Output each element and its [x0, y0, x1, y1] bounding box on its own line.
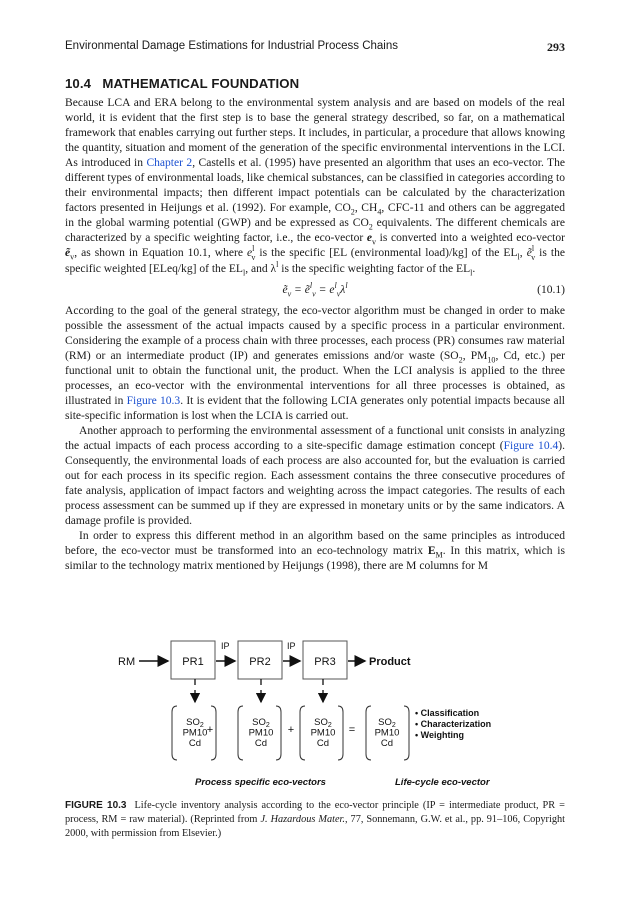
vector-item: PM10 [182, 727, 208, 739]
vector-item: $SO_2$ [252, 717, 270, 729]
figure-10-3-diagram [110, 630, 510, 790]
vector-item: PM10 [310, 727, 336, 739]
process-box-pr2 [238, 641, 282, 679]
figure-label: FIGURE 10.3 [65, 800, 127, 811]
figure-caption [65, 799, 565, 842]
vector-item: Cd [188, 738, 202, 749]
rm-label: RM [118, 656, 136, 668]
label-life-cycle: Life-cycle eco-vector [395, 777, 490, 788]
bullet-weighting: • Weighting [415, 730, 464, 740]
process-box-pr1 [171, 641, 215, 679]
operator-equals: = [348, 724, 356, 736]
vector-item: $SO_2$ [378, 717, 396, 729]
life-cycle-eco-vector [366, 706, 409, 760]
vector-item: Cd [316, 738, 330, 749]
cross-reference-link[interactable]: Chapter 2 [146, 157, 193, 170]
paragraph: In order to express this different method in an algorithm based on the same principles as introduced before, the eco-vector must be transformed into an eco-technology matrix $E_M$. In this matrix, which is similar to the technology matrix mentioned by Heijungs (1998), there are M columns for M [65, 530, 566, 573]
operator-plus: + [206, 724, 214, 736]
ip-label: IP [221, 641, 230, 651]
equation-body: ẽ$_v$ = ẽ$^l_v$ = $e^l_v\lambda^l$ [282, 280, 348, 298]
label-process-specific: Process specific eco-vectors [195, 777, 326, 788]
cross-reference-link[interactable]: Figure 10.3 [126, 394, 181, 407]
svg-text:PR1: PR1 [182, 656, 204, 668]
paragraph: According to the goal of the general strategy, the eco-vector algorithm must be changed in order to make possible the assessment of the actual impacts caused by a specific process in a particular environment. Considering the example of a process chain with three processes, each process (PR) consumes raw material (RM) or an intermediate product (IP) and generates emissions and/or waste ($SO_2$, $PM_{10}$, Cd, etc.) per functional unit to obtain the functional unit, the product. When the LCI analysis is applied to the three processes, an eco-vector with the environmental interventions for all three processes is obtained, as illustrated in Figure 10.3. It is evident that the following LCIA generates only potential impacts because all site-specific information is lost when the LCIA is carried out. [65, 304, 566, 422]
vector-item: PM10 [374, 727, 400, 739]
ip-label: IP [287, 641, 296, 651]
bullet-characterization: • Characterization [415, 719, 492, 729]
page-number: 293 [547, 40, 565, 54]
equation-number: (10.1) [537, 283, 565, 296]
paragraph: Because LCA and ERA belong to the environmental system analysis and are based on models of the real world, it is evident that the first step is to base the general strategy described, so far, on a mathematical framework that enables carrying out further steps. It includes, in particular, a procedure that allows knowing the quantity, situation and moment of the generation of the specific environmental interventions in the LCI. As introduced in Chapter 2, Castells et al. (1995) have presented an algorithm that uses an eco-vector. The different types of environmental loads, like chemical substances, can be classified in categories according to their environmental impacts; then different impact potentials can be calculated by the characterization factors presented in Heijungs et al. (1992). For example, $CO_2$, $CH_4$, CFC-11 and others can be aggregated in the global warming potential (GWP) and be expressed as $CO_2$ equivalents. The different chemicals are characterized by a specific weighting factor, i.e., the eco-vector $e_v$ is converted into a weighted eco-vector ẽ$_v$, as shown in Equation 10.1, where $e^l_v$ is the specific [EL (environmental load)/kg] of the $EL_l$, ẽ$^l_v$ is the specific weighted [ELeq/kg] of the $EL_l$, and $\lambda^l$ is the specific weighting factor of the $EL_l$. [65, 97, 566, 277]
caption-text: Life-cycle inventory analysis according to the eco-vector principle (IP = intermediate product, PR = process, RM = raw material). (Reprinted from J. Hazardous Mater., 77, Sonnemann, G.W. et al., pp. 91–106, Copyright 2000, with permission from Elsevier.) [65, 800, 565, 840]
vector-item: PM10 [248, 727, 274, 739]
svg-text:PR3: PR3 [314, 656, 336, 668]
process-box-pr3 [303, 641, 347, 679]
vector-item: $SO_2$ [314, 717, 332, 729]
cross-reference-link[interactable]: Figure 10.4 [503, 440, 559, 453]
process-eco-vector [238, 706, 281, 760]
bullet-classification: • Classification [415, 708, 480, 718]
body-text [65, 96, 565, 574]
paragraph: Another approach to performing the environmental assessment of a functional unit consists in analyzing the actual impacts of each process according to a site-specific damage estimation concept (Figure 10.4). Consequently, the environmental loads of each process are also accounted for, but the evaluation is carried out for each process in its specific region. Each assessment contains the three consecutive procedures of fate analysis, application of impact factors and weighting across the impact categories. The results of each process assessment can be summed up if they are expressed in monetary units or by the same indicators. A damage profile is provided. [65, 424, 565, 528]
process-eco-vector [300, 706, 343, 760]
section-heading: 10.4 MATHEMATICAL FOUNDATION [65, 76, 300, 91]
equation-10-1 [65, 280, 565, 298]
running-head [65, 40, 565, 55]
vector-item: Cd [380, 738, 394, 749]
product-label: Product [369, 656, 411, 668]
running-head-title: Environmental Damage Estimations for Industrial Process Chains [65, 40, 399, 52]
svg-text:PR2: PR2 [249, 656, 271, 668]
vector-item: $SO_2$ [186, 717, 204, 729]
vector-item: Cd [254, 738, 268, 749]
operator-plus: + [287, 724, 295, 736]
